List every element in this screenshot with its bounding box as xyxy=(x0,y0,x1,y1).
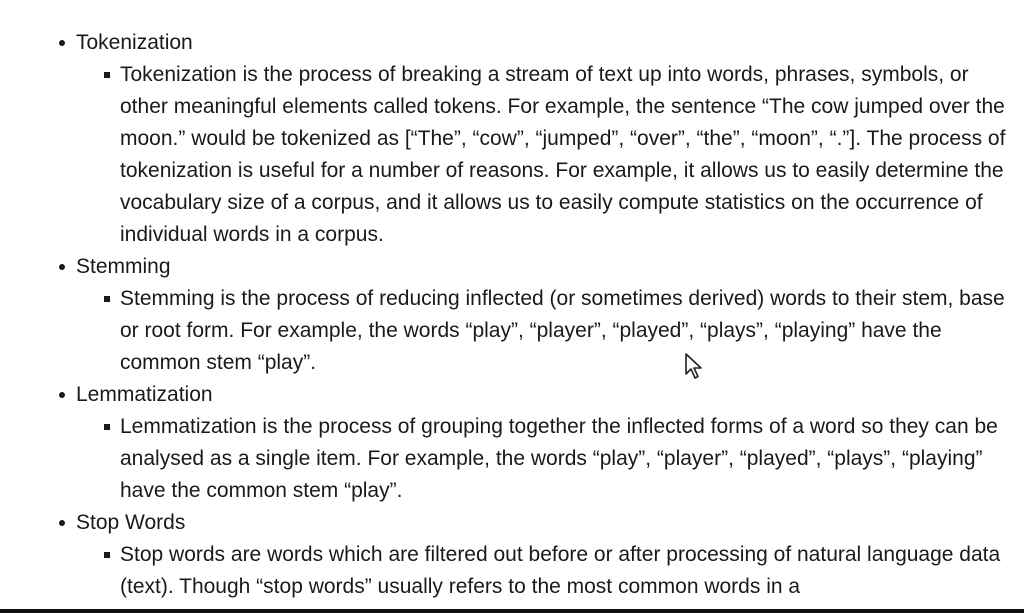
sub-item xyxy=(0,411,1024,507)
item-description: Lemmatization is the process of grouping together the inflected forms of a word so they can be analysed as a single item. For example, the words “play”, “player”, “played”, “plays”, “playing” have the common stem “play”. xyxy=(120,415,998,502)
sub-list xyxy=(0,411,1024,507)
square-bullet-icon xyxy=(104,296,110,302)
list-item-stop-words xyxy=(0,507,1024,603)
list-item-tokenization xyxy=(0,27,1024,251)
sub-item xyxy=(0,283,1024,379)
bottom-border xyxy=(0,609,1024,613)
list-item-lemmatization xyxy=(0,379,1024,507)
item-title xyxy=(0,27,1024,59)
item-title-text: Stemming xyxy=(76,255,171,278)
item-description: Stemming is the process of reducing inflected (or sometimes derived) words to their stem, base or root form. For example, the words “play”, “player”, “played”, “plays”, “playing” have the common stem “play”. xyxy=(120,287,1005,374)
square-bullet-icon xyxy=(104,424,110,430)
sub-list xyxy=(0,539,1024,603)
disc-bullet-icon xyxy=(59,520,65,526)
sub-list xyxy=(0,59,1024,251)
item-description: Tokenization is the process of breaking a stream of text up into words, phrases, symbols, or other meaningful elements called tokens. For example, the sentence “The cow jumped over the moon.” would be tokenized as [“The”, “cow”, “jumped”, “over”, “the”, “moon”, “.”]. The process of tokenization is useful for a number of reasons. For example, it allows us to easily determine the vocabulary size of a corpus, and it allows us to easily compute statistics on the occurrence of individual words in a corpus. xyxy=(120,63,1006,246)
sub-item xyxy=(0,539,1024,603)
item-title xyxy=(0,251,1024,283)
square-bullet-icon xyxy=(104,552,110,558)
item-title-text: Stop Words xyxy=(76,511,186,534)
sub-item xyxy=(0,59,1024,251)
sub-list xyxy=(0,283,1024,379)
item-title-text: Lemmatization xyxy=(76,383,213,406)
disc-bullet-icon xyxy=(59,40,65,46)
item-title xyxy=(0,379,1024,411)
disc-bullet-icon xyxy=(59,392,65,398)
mouse-pointer-icon xyxy=(684,352,702,380)
topic-list xyxy=(0,27,1024,603)
item-description: Stop words are words which are filtered out before or after processing of natural language data (text). Though “stop words” usually refers to the most common words in a xyxy=(120,543,1001,598)
item-title xyxy=(0,507,1024,539)
list-item-stemming xyxy=(0,251,1024,379)
document-body xyxy=(0,27,1024,603)
square-bullet-icon xyxy=(104,72,110,78)
disc-bullet-icon xyxy=(59,264,65,270)
item-title-text: Tokenization xyxy=(76,31,193,54)
